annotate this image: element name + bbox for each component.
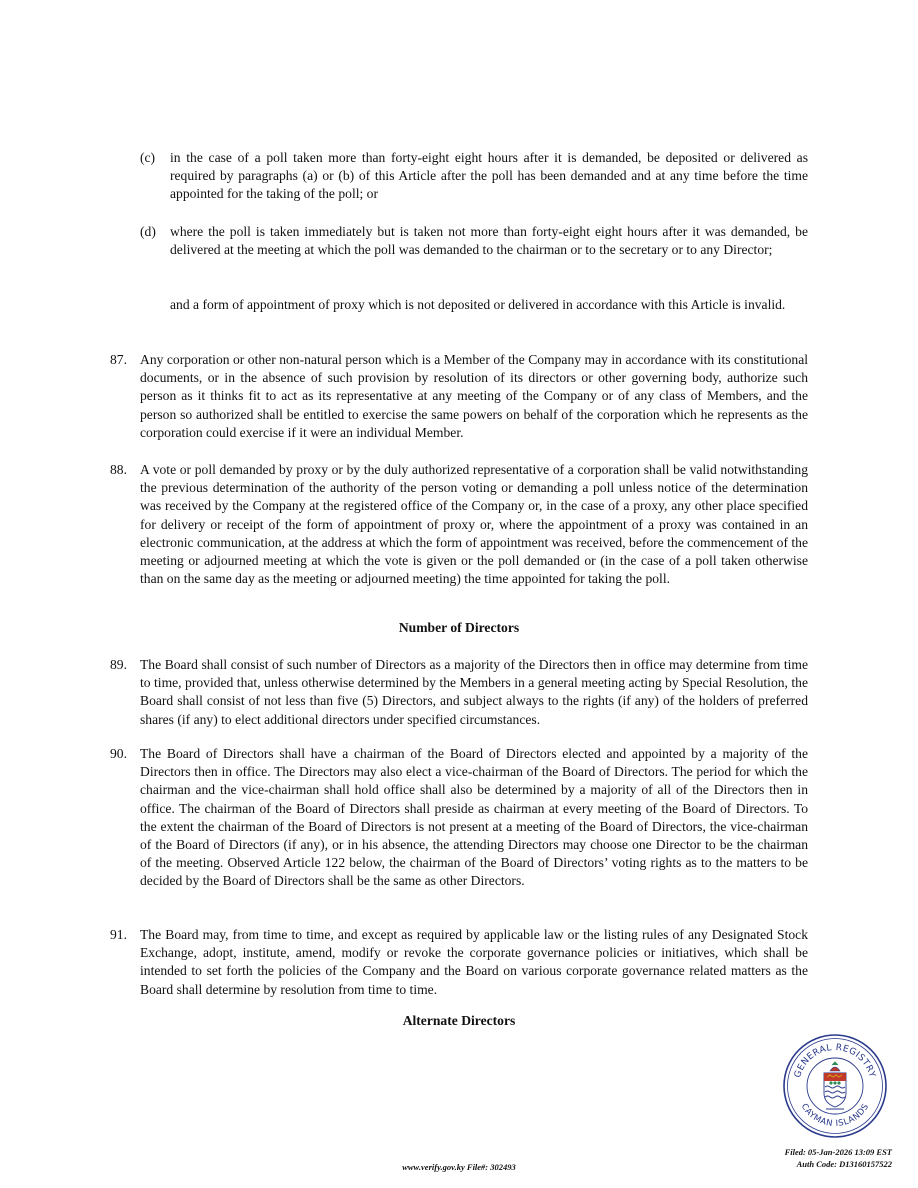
- general-registry-seal: [782, 1033, 888, 1139]
- auth-code: Auth Code: D13160157522: [796, 1159, 892, 1169]
- clause-c-label: (c): [140, 150, 156, 165]
- seal-top-text: GENERAL REGISTRY: [793, 1042, 877, 1080]
- clause-c-text: in the case of a poll taken more than forty-eight eight hours after it is demanded, be deposited or delivered as required by paragraphs (a) or (b) of this Article after the poll has been demanded and at any time before the time appointed for the taking of the poll; or: [170, 150, 808, 202]
- article-87-text: Any corporation or other non-natural person which is a Member of the Company may in accordance with its constitutional documents, or in the absence of such provision by resolution of its directors or other governing body, authorize such person as it thinks fit to act as its representative at any meeting of the Company or of any class of Members, and the person so authorized shall be entitled to exercise the same powers on behalf of the corporation which he represents as the corporation could exercise if it were an individual Member.: [140, 352, 808, 440]
- article-91-text: The Board may, from time to time, and except as required by applicable law or the listing rules of any Designated Stock Exchange, adopt, institute, amend, modify or revoke the corporate governance policies or initiatives, which shall be intended to set forth the policies of the Company and the Board on various corporate governance related matters as the Board shall determine by resolution from time to time.: [140, 927, 808, 997]
- section-heading-number-of-directors: Number of Directors: [398, 620, 520, 635]
- clause-d-label: (d): [140, 224, 156, 239]
- article-90-text: The Board of Directors shall have a chairman of the Board of Directors elected and appointed by a majority of the Directors then in office. The Directors may also elect a vice-chairman of the Board of Directors. The period for which the chairman and the vice-chairman shall hold office shall also be determined by a majority of all of the Directors then in office. The chairman of the Board of Directors shall preside as chairman at every meeting of the Board of Directors. To the extent the chairman of the Board of Directors is not present at a meeting of the Board of Directors, the vice-chairman of the Board of Directors (if any), or in his absence, the attending Directors may choose one Director to be the chairman of the meeting. Observed Article 122 below, the chairman of the Board of Directors’ voting rights as to the matters to be decided by the Board of Directors shall be the same as other Directors.: [140, 746, 808, 889]
- section-heading-alternate-directors: Alternate Directors: [402, 1013, 516, 1028]
- filed-date: Filed: 05-Jan-2026 13:09 EST: [784, 1147, 892, 1157]
- article-88-text: A vote or poll demanded by proxy or by the duly authorized representative of a corporation shall be valid notwithstanding the previous determination of the authority of the person voting or demanding a poll unless notice of the determination was received by the Company at the registered office of the Company or, in the case of a proxy, any other place specified for delivery or receipt of the form of appointment of proxy or, where the appointment of a proxy was contained in an electronic communication, at the address at which the form of appointment was received, before the commencement of the meeting or adjourned meeting at which the vote is given or the poll demanded or (in the case of a poll taken otherwise than on the same day as the meeting or adjourned meeting) the time appointed for taking the poll.: [140, 462, 808, 587]
- clause-d-text: where the poll is taken immediately but is taken not more than forty-eight eight hours after it was demanded, be delivered at the meeting at which the poll was demanded to the chairman or to the secretary or to any Director;: [170, 224, 808, 258]
- article-89-number: 89.: [110, 657, 127, 672]
- verify-footer: www.verify.gov.ky File#: 302493: [402, 1162, 516, 1172]
- clause-tail-text: and a form of appointment of proxy which is not deposited or delivered in accordance with this Article is invalid.: [170, 297, 786, 312]
- article-88-number: 88.: [110, 462, 127, 477]
- seal-bottom-text: CAYMAN ISLANDS: [798, 1101, 872, 1130]
- article-90-number: 90.: [110, 746, 127, 761]
- article-91-number: 91.: [110, 927, 127, 942]
- article-89-text: The Board shall consist of such number of Directors as a majority of the Directors then in office may determine from time to time, provided that, unless otherwise determined by the Members in a general meeting acting by Special Resolution, the Board shall consist of not less than five (5) Directors, and subject always to the rights (if any) of the holders of preferred shares (if any) to elect additional directors under specified circumstances.: [140, 657, 808, 727]
- article-87-number: 87.: [110, 352, 127, 367]
- coat-of-arms-icon: [824, 1062, 846, 1109]
